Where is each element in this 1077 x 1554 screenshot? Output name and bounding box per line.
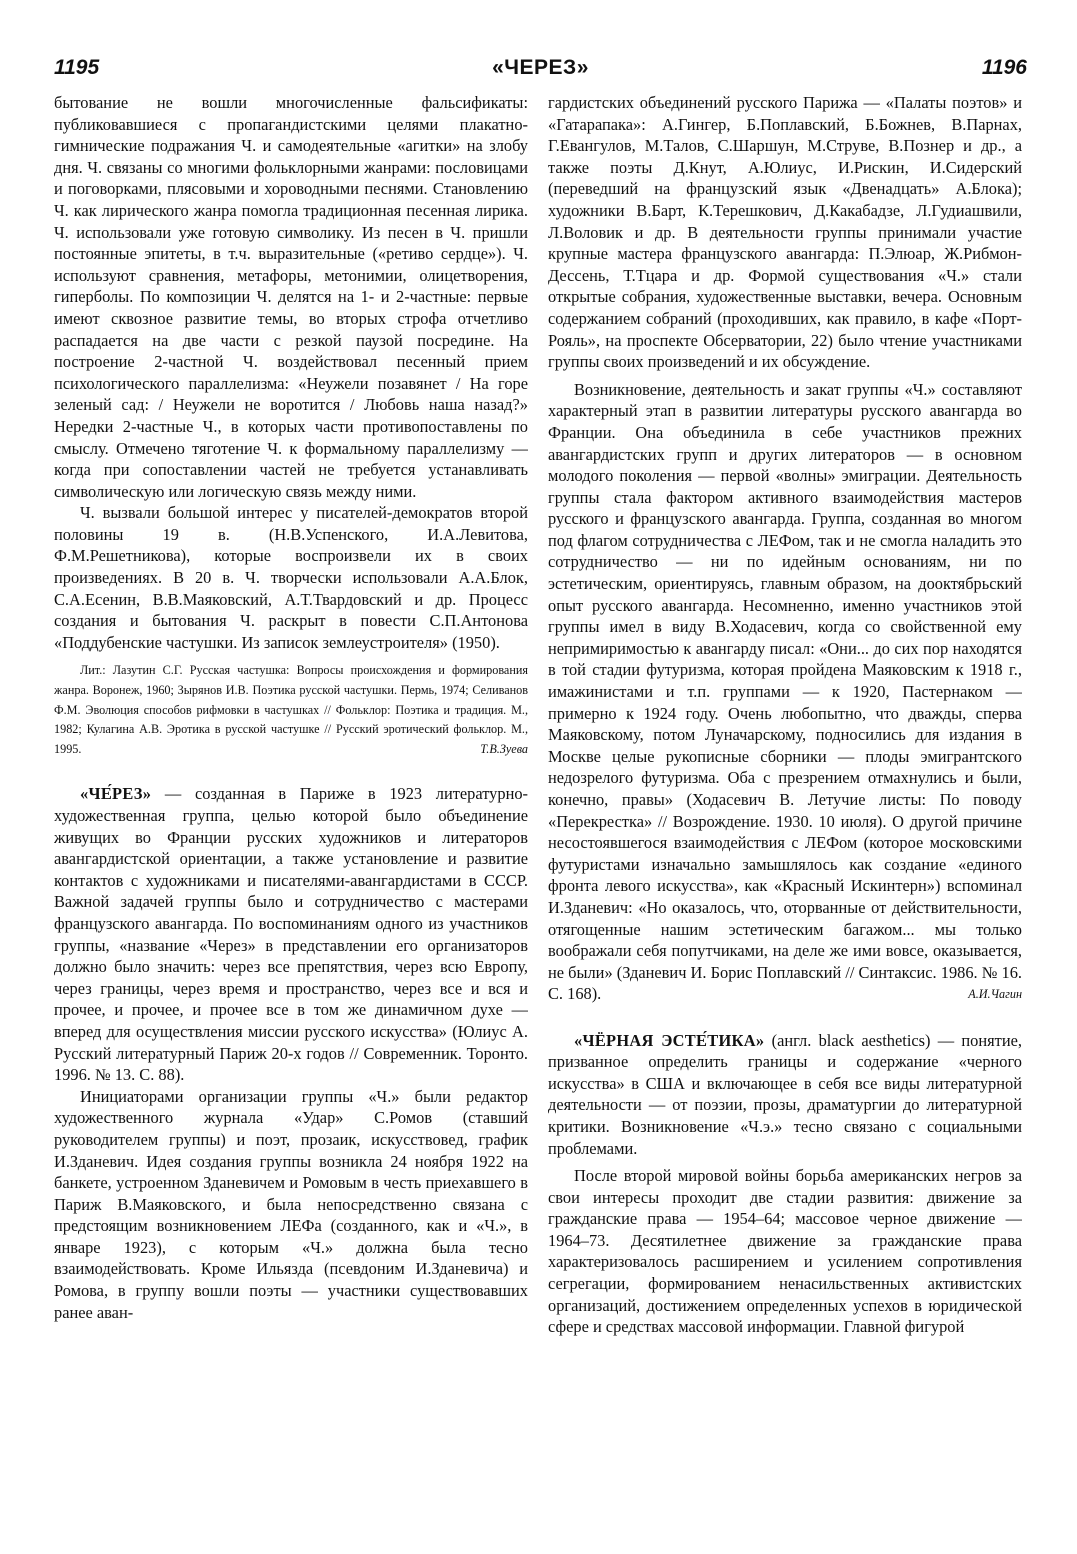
paragraph: После второй мировой войны борьба американских негров за свои интересы проходит две стадии развития: движение за гражданские права — 1954–64; массовое черное движение — 1964–73. Десятилетнее движение за гражданские права характеризовалось расширением и усилением сопротивления сегрегации, формированием ненасильственных активистских организаций, достижением определенных успехов в юридической сфере и средствах массовой информации. Главной фигурой [548, 1166, 1022, 1337]
entry-text: — созданная в Париже в 1923 литературно-художественная группа, целью которой было объединение живущих во Франции русских художников и литераторов авангардистской ориентации, а также установление и развитие контактов с художниками и писателями-авангардистами в СССР. Важной задачей группы было и сотрудничество с мастерами французского авангарда. По воспоминаниям одного из участников группы, «название «Через» в представлении его организаторов должно было значить: через все препятствия, через всю Европу, через границы, через время и пространство, через все и вся и прочее, и прочее, и прочее все в том же динамичном духе — вперед для осуществления миссии русского искусства» (Юлиус А. Русский литературный Париж 20-х годов // Современник. Торонто. 1996. № 13. С. 88). [54, 784, 528, 1085]
dictionary-entry [548, 1030, 1022, 1160]
paragraph: бытование не вошли многочисленные фальсификаты: публиковавшиеся с пропагандистскими целями плакатно-гимнические подражания Ч. и самодеятельные «агитки» на злобу дня. Ч. связаны со многими фольклорными жанрами: пословицами и поговорками, плясовыми и хороводными песнями. Становлению Ч. как лирического жанра помогла традиционная песенная лирика. Ч. использовали уже готовую символику. Из песен в Ч. пришли постоянные эпитеты, в т.ч. выразительные («ретиво сердце»). Ч. используют сравнения, метафоры, метонимии, олицетворения, гиперболы. По композиции Ч. делятся на 1- и 2-частные: первые имеют сквозное развитие темы, во вторых строфа отчетливо распадается на две части с резкой паузой посредине. На построение 2-частной Ч. воздействовал песенный прием психологического параллелизма: «Неужели позавянет / На горе зеленый сад: / Неужели не воротится / Любовь наша назад?» Нередки 2-частные Ч., в которых части противопоставлены по смыслу. Отмечено тяготение Ч. к формальному параллелизму — когда при сопоставлении частей не требуется устанавливать символическую или логическую связь между ними. [54, 93, 528, 501]
paragraph: Возникновение, деятельность и закат группы «Ч.» составляют характерный этап в развитии литературы русского авангарда во Франции. Она объединила в себе участников прежних авангардистских групп и других литераторов — в основном молодого поколения — первой «волны» эмиграции. Деятельность группы стала фактором активного взаимодействия мастеров русского и французского авангарда. Группа, созданная во многом под флагом сотрудничества с ЛЕФом, так и не смогла наладить это сотрудничество — ни по идейным основаниям, ни по эстетическим, ориентируясь, главным образом, на дооктябрьский опыт русского авангарда. Несомненно, именно участников этой группы имел в виду В.Ходасевич, когда со свойственной ему непримиримостью к авангарду писал: «Они... до сих пор находятся в той стадии футуризма, которая пройдена Маяковским к 1918 г., имажинистами и т.п. группами — к 1920, Пастернаком — примерно к 1924 году. Очень любопытно, что дважды, сперва Маяковскому, потом Луначарскому, подносились для издания в Москве целые рукописные сборники — плоды эмигрантского недозрелого футуризма. Оба с презрением отмахнулись и были, конечно, правы» (Ходасевич В. Летучие листы: По поводу «Перекрестка» // Возрождение. 1930. 10 июля). О другой причине несостоявшегося взаимодействия с ЛЕФом (которое московскими футуристами изначально замышлялось как создание «единого фронта левого искусства», как «Красный Искинтерн») вспоминал И.Зданевич: «Но оказалось, что, оторванные от действительности, отягощенные нашим эстетическим багажом... мы только воображали себя попутчиками, на деле же ими вовсе, оказывается, не были» (Зданевич И. Борис Поплавский // Синтаксис. 1986. № 16. С. 168). [548, 379, 1022, 1004]
author-signature: Т.В.Зуева [480, 741, 528, 756]
entry-text: (англ. black aesthetics) — понятие, призванное определить границы и содержание «черного искусства» в США и включающее в себя все виды литературной деятельности — от поэзии, прозы, драматургии до литературной критики. Возникновение «Ч.э.» тесно связано с социальными проблемами. [548, 1030, 1022, 1158]
running-title: «ЧЕРЕЗ» [492, 56, 589, 79]
literature-text: Лит.: Лазутин С.Г. Русская частушка: Вопросы происхождения и формирования жанра. Воронеж, 1960; Зырянов И.В. Поэтика русской частушки. Пермь, 1974; Селиванов Ф.М. Эволюция способов рифмовки в частушках // Фольклор: Поэтика и традиция. М., 1982; Кулагина А.В. Эротика в русской частушке // Русский эротический фольклор. М., 1995. [54, 663, 528, 756]
page-number-right: 1196 [981, 56, 1027, 79]
entry-headword: «ЧЕ́РЕЗ» [80, 784, 152, 804]
left-column [54, 92, 528, 1542]
entry-headword: «ЧЁРНАЯ ЭСТЕ́ТИКА» [574, 1030, 765, 1050]
page-number-left: 1195 [54, 56, 100, 79]
author-signature: А.И.Чагин [968, 986, 1022, 1001]
dictionary-entry [54, 783, 528, 1085]
paragraph: Инициаторами организации группы «Ч.» были редактор художественного журнала «Удар» С.Ромов (ставший руководителем группы) и поэт, прозаик, искусствовед, график И.Зданевич. Идея создания группы возникла 24 ноября 1922 на банкете, устроенном Зданевичем и Ромовым в честь приехавшего в Париж В.Маяковского, и была непосредственно связана с предстоящим возникновением ЛЕФа (созданного, как и «Ч.», в январе 1923), с которым «Ч.» должна была тесно взаимодействовать. Кроме Ильязда (псевдоним И.Зданевича) и Ромова, в группу вошли поэты — участники существовавших ранее аван- [54, 1086, 528, 1322]
literature-block [54, 661, 528, 759]
page-header [54, 56, 1027, 90]
paragraph: гардистских объединений русского Парижа — «Палаты поэтов» и «Гатарапака»: А.Гингер, Б.Поплавский, Б.Божнев, В.Парнах, Г.Евангулов, М.Талов, С.Шаршун, М.Струве, В.Познер и др., а также поэты Д.Кнут, А.Юлиус, И.Рискин, И.Сидерский (переведший на французский язык «Двенадцать» А.Блока); художники В.Барт, К.Терешкович, Д.Какабадзе, Л.Гудиашвили, Л.Воловик и др. В деятельности группы принимали участие крупные мастера французского авангарда: П.Элюар, Ж.Рибмон-Дессень, Т.Тцара и др. Формой существования «Ч.» стали открытые собрания, художественные выставки, вечера. Основным содержанием собраний (проходивших, как правило, в кафе «Порт-Рояль», на проспекте Обсерватории, 22) было чтение участниками группы своих произведений и их обсуждение. [548, 93, 1022, 372]
right-column [548, 92, 1022, 1542]
paragraph: Ч. вызвали большой интерес у писателей-демократов второй половины 19 в. (Н.В.Успенского, И.А.Левитова, Ф.М.Решетникова), которые воспроизвели их в своих произведениях. В 20 в. Ч. творчески использовали А.А.Блок, С.А.Есенин, В.В.Маяковский, А.Т.Твардовский и др. Процесс создания и бытования Ч. раскрыт в повести С.П.Антонова «Поддубенские частушки. Из записок землеустроителя» (1950). [54, 503, 528, 652]
